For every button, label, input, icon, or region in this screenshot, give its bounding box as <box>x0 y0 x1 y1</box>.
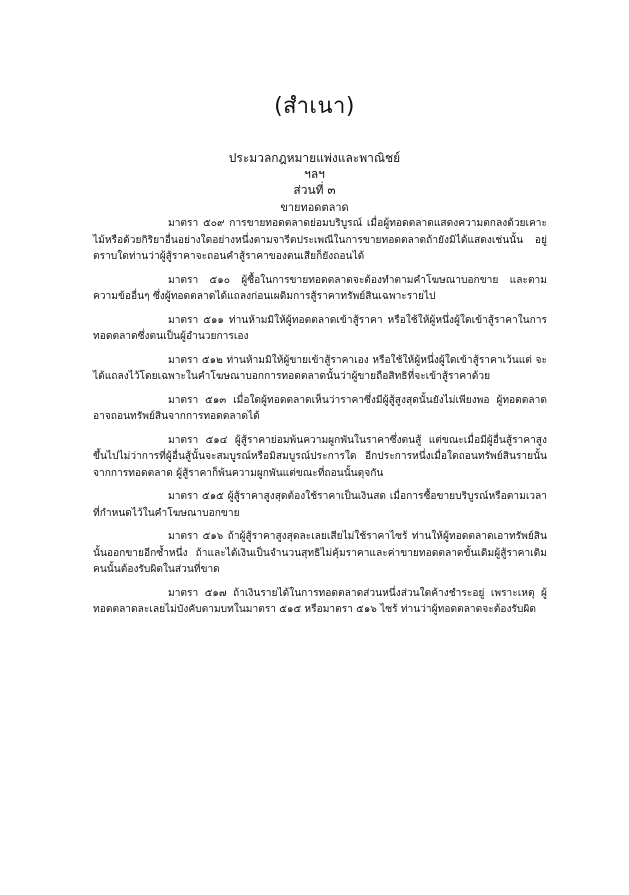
section-513: มาตรา ๕๑๓ เมื่อใดผู้ทอดตลาดเห็นว่าราคาซึ่งมีผู้สู้สูงสุดนั้นยังไม่เพียงพอ ผู้ทอดตลาดอาจถอนทรัพย์สินจากการทอดตลาดได้ <box>93 394 547 422</box>
etc-mark: ฯลฯ <box>304 167 325 181</box>
section-517: มาตรา ๕๑๗ ถ้าเงินรายได้ในการทอดตลาดส่วนหนึ่งส่วนใดค้างชำระอยู่ เพราะเหตุ ผู้ทอดตลาดละเลยไม่บังคับตามบทในมาตรา ๕๑๕ หรือมาตรา ๕๑๖ ไซร้ ท่านว่าผู้ทอดตลาดจะต้องรับผิด <box>93 587 547 615</box>
section-515: มาตรา ๕๑๕ ผู้สู้ราคาสูงสุดต้องใช้ราคาเป็นเงินสด เมื่อการซื้อขายบริบูรณ์หรือตามเวลาที่กำหนดไว้ในคำโฆษณาบอกขาย <box>93 491 547 519</box>
code-name: ประมวลกฎหมายแพ่งและพาณิชย์ <box>228 151 401 165</box>
sections-body <box>93 216 547 626</box>
section-516: มาตรา ๕๑๖ ถ้าผู้สู้ราคาสูงสุดละเลยเสียไม่ใช้ราคาไซร้ ท่านให้ผู้ทอดตลาดเอาทรัพย์สินนั้นออกขายอีกซ้ำหนึ่ง ถ้าและได้เงินเป็นจำนวนสุทธิไม่คุ้มราคาและค่าขายทอดตลาดขั้นเดิมผู้สู้ราคาเดิมคนนั้นต้องรับผิดในส่วนที่ขาด <box>93 531 547 575</box>
part-number: ส่วนที่ ๓ <box>293 183 336 197</box>
document-title: (สำเนา) <box>274 94 355 119</box>
part-title: ขายทอดตลาด <box>280 201 349 214</box>
section-511: มาตรา ๕๑๑ ท่านห้ามมิให้ผู้ทอดตลาดเข้าสู้ราคา หรือใช้ให้ผู้หนึ่งผู้ใดเข้าสู้ราคาในการทอดตลาดซึ่งตนเป็นผู้อำนวยการเอง <box>93 314 547 342</box>
section-509: มาตรา ๕๐๙ การขายทอดตลาดย่อมบริบูรณ์ เมื่อผู้ทอดตลาดแสดงความตกลงด้วยเคาะไม้หรือด้วยกิริยาอื่นอย่างใดอย่างหนึ่งตามจารีตประเพณีในการขายทอดตลาดถ้ายังมิได้แสดงเช่นนั้น อยู่ตราบใดท่านว่าผู้สู้ราคาจะถอนคำสู้ราคาของตนเสียก็ยังถอนได้ <box>93 218 547 262</box>
section-512: มาตรา ๕๑๒ ท่านห้ามมิให้ผู้ขายเข้าสู้ราคาเอง หรือใช้ให้ผู้หนึ่งผู้ใดเข้าสู้ราคาเว้นแต่ จะได้แถลงไว้โดยเฉพาะในคำโฆษณาบอกการทอดตลาดนั้นว่าผู้ขายถือสิทธิที่จะเข้าสู้ราคาด้วย <box>93 354 547 382</box>
section-510: มาตรา ๕๑๐ ผู้ซื้อในการขายทอดตลาดจะต้องทำตามคำโฆษณาบอกขาย และตามความข้ออื่นๆ ซึ่งผู้ทอดตลาดได้แถลงก่อนเผดิมการสู้ราคาทรัพย์สินเฉพาะรายไป <box>93 274 547 302</box>
section-514: มาตรา ๕๑๔ ผู้สู้ราคาย่อมพ้นความผูกพันในราคาซึ่งตนสู้ แต่ขณะเมื่อมีผู้อื่นสู้ราคาสูงขึ้นไปไม่ว่าการที่ผู้อื่นสู้นั้นจะสมบูรณ์หรือมิสมบูรณ์ประการใด อีกประการหนึ่งเมื่อใดถอนทรัพย์สินรายนั้น จากการทอดตลาด ผู้สู้ราคาก็พ้นความผูกพันแต่ขณะที่ถอนนั้นดุจกัน <box>93 434 547 479</box>
